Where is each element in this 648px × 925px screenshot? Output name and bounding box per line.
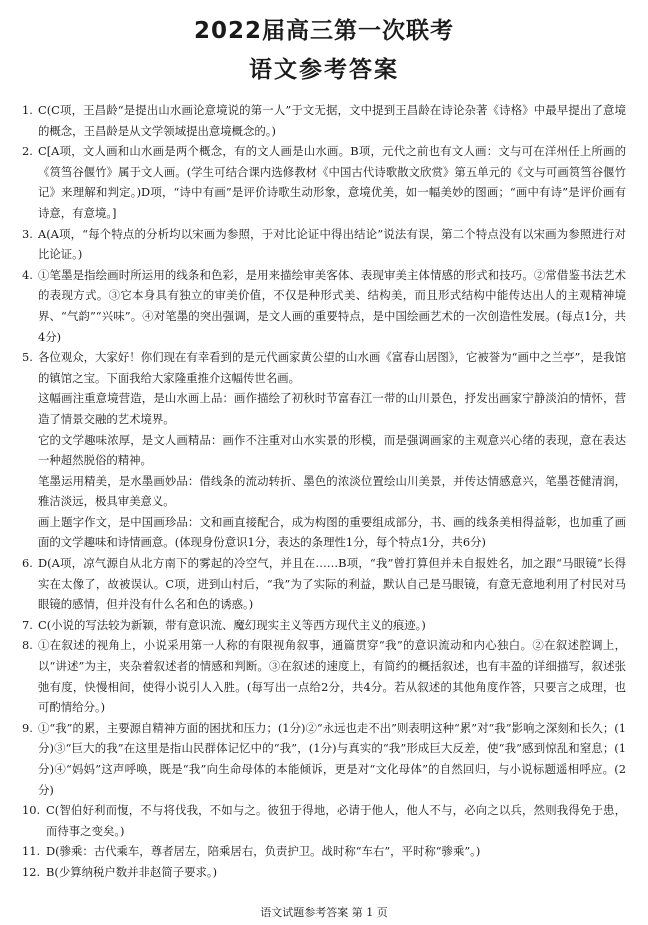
- answer-paragraph: 笔墨运用精美，是水墨画妙品：借线条的流动转折、墨色的浓淡位置绘山川美景，并传达情感意兴，笔墨苍健清润，雅洁淡远，极具审美意义。: [38, 473, 626, 509]
- answer-text: ①“我”的累，主要源自精神方面的困扰和压力；(1分)②“永远也走不出”则表明这种“累”对“我”影响之深刻和长久；(1分)③“巨大的我”在这里是指山民群体记忆中的“我”，(1分)与真实的“我”形成巨大反差，使“我”感到惊乱和窒息；(1分)④“妈妈”这声呼唤，既是“我”向生命母体的本能倾诉，更是对“文化母体”的自然回归，与小说标题遥相呼应。(2分): [38, 720, 626, 797]
- answer-text: D(A项，凉气源自从北方南下的雾起的冷空气，并且在……B项，“我”曾打算但并未自报姓名，加之跟“马眼镜”长得实在太像了，故被误认。C项，进到山村后，“我”为了实际的利益，默认自己是马眼镜，有意无意地利用了村民对马眼镜的感情，但并没有什么名和色的诱惑。): [38, 556, 626, 612]
- answer-text: C(智伯好利而愎，不与将伐我，不如与之。彼狃于得地，必请于他人，他人不与，必向之以兵，然则我得免于患，而待事之变矣。): [46, 803, 626, 838]
- answer-item-10: [22, 800, 626, 841]
- answer-number: 2.: [22, 144, 33, 159]
- answer-text: C(C项，王昌龄“是提出山水画论意境说的第一人”于文无据，文中提到王昌龄在诗论杂著《诗格》中最早提出了意境的概念，王昌龄是从文学领域提出意境概念的。): [38, 103, 626, 138]
- answer-number: 4.: [22, 267, 33, 282]
- answer-item-12: [22, 862, 626, 883]
- answer-number: 6.: [22, 556, 33, 571]
- answer-item-1: [22, 100, 626, 141]
- answer-item-4: [22, 265, 626, 347]
- answer-text: C(小说的写法较为新颖，带有意识流、魔幻现实主义等西方现代主义的痕迹。): [38, 617, 426, 632]
- answer-number: 8.: [22, 638, 33, 653]
- page-subtitle: 语文参考答案: [249, 57, 399, 83]
- answer-text: C[A项，文人画和山水画是两个概念，有的文人画是山水画。B项，元代之前也有文人画：文与可在洋州任上所画的《筼筜谷偃竹》属于文人画。(学生可结合课内选修教材《中国古代诗歌散文欣赏》第五单元的《文与可画筼筜谷偃竹记》来理解和判定。)D项，“诗中有画”是评价诗歌生动形象，意境优美，如一幅美妙的图画；“画中有诗”是评价画有诗意，有意境。]: [38, 144, 626, 220]
- answer-number: 10.: [22, 803, 41, 818]
- answer-number: 3.: [22, 226, 33, 241]
- answer-number: 12.: [22, 864, 41, 879]
- answer-text: D(骖乘：古代乘车，尊者居左，陪乘居右，负责护卫。战时称“车右”，平时称“骖乘”。): [46, 844, 481, 859]
- answer-item-8: [22, 635, 626, 717]
- answer-text: B(少算纳税户数并非赵简子要求。): [46, 864, 218, 879]
- answer-paragraph: 这幅画注重意境营造，是山水画上品：画作描绘了初秋时节富春江一带的山川景色，抒发出画家宁静淡泊的情怀，营造了情景交融的艺术境界。: [38, 391, 626, 426]
- answer-item-11: [22, 841, 626, 862]
- answer-list: [22, 100, 626, 883]
- answer-paragraph: 它的文学趣味浓厚，是文人画精品：画作不注重对山水实景的形模，而是强调画家的主观意兴心绪的表现，意在表达一种超然脱俗的精神。: [38, 432, 626, 468]
- answer-item-9: [22, 718, 626, 800]
- answer-number: 5.: [22, 350, 33, 365]
- answer-text: ①在叙述的视角上，小说采用第一人称的有限视角叙事，通篇贯穿“我”的意识流动和内心独白。②在叙述腔调上，以“讲述”为主，夹杂着叙述者的情感和判断。③在叙述的速度上，有简约的概括叙述，也有丰盈的详细描写，叙述张弛有度，快慢相间，使得小说引人入胜。(每写出一点给2分，共4分。若从叙述的其他角度作答，只要言之成理，也可酌情给分。): [38, 638, 626, 715]
- page-footer: 语文试题参考答案 第 1 页: [260, 906, 388, 919]
- answer-text: ①笔墨是指绘画时所运用的线条和色彩，是用来描绘审美客体、表现审美主体情感的形式和技巧。②常借鉴书法艺术的表现方式。③它本身具有独立的审美价值，不仅是种形式美、结构美，而且形式结构中能传达出人的主观精神境界、“气韵”“兴味”。④对笔墨的突出强调，是文人画的重要特点，是中国绘画艺术的一次创造性发展。(每点1分，共4分): [38, 267, 626, 344]
- answer-item-6: [22, 553, 626, 615]
- answer-number: 1.: [22, 103, 33, 117]
- answer-number: 7.: [22, 617, 33, 632]
- answer-item-2: [22, 141, 626, 223]
- answer-item-3: [22, 224, 626, 265]
- answer-item-7: [22, 615, 626, 636]
- answer-text: 各位观众，大家好！你们现在有幸看到的是元代画家黄公望的山水画《富春山居图》，它被誉为“画中之兰亭”，是我馆的镇馆之宝。下面我给大家隆重推介这幅传世名画。: [38, 350, 626, 385]
- answer-text: A(A项，“每个特点的分析均以宋画为参照，于对比论证中得出结论”说法有误，第二个特点没有以宋画为参照进行对比论证。): [38, 226, 626, 262]
- answer-item-5: [22, 347, 626, 553]
- page-title: 2022届高三第一次联考: [193, 18, 454, 44]
- answer-number: 11.: [22, 844, 41, 859]
- answer-paragraph: 画上题字作文，是中国画珍品：文和画直接配合，成为构图的重要组成部分，书、画的线条美相得益彰，也加重了画面的文学趣味和诗情画意。(体现身份意识1分，表达的条理性1分，每个特点1分，共6分): [38, 514, 626, 550]
- answer-number: 9.: [22, 720, 33, 735]
